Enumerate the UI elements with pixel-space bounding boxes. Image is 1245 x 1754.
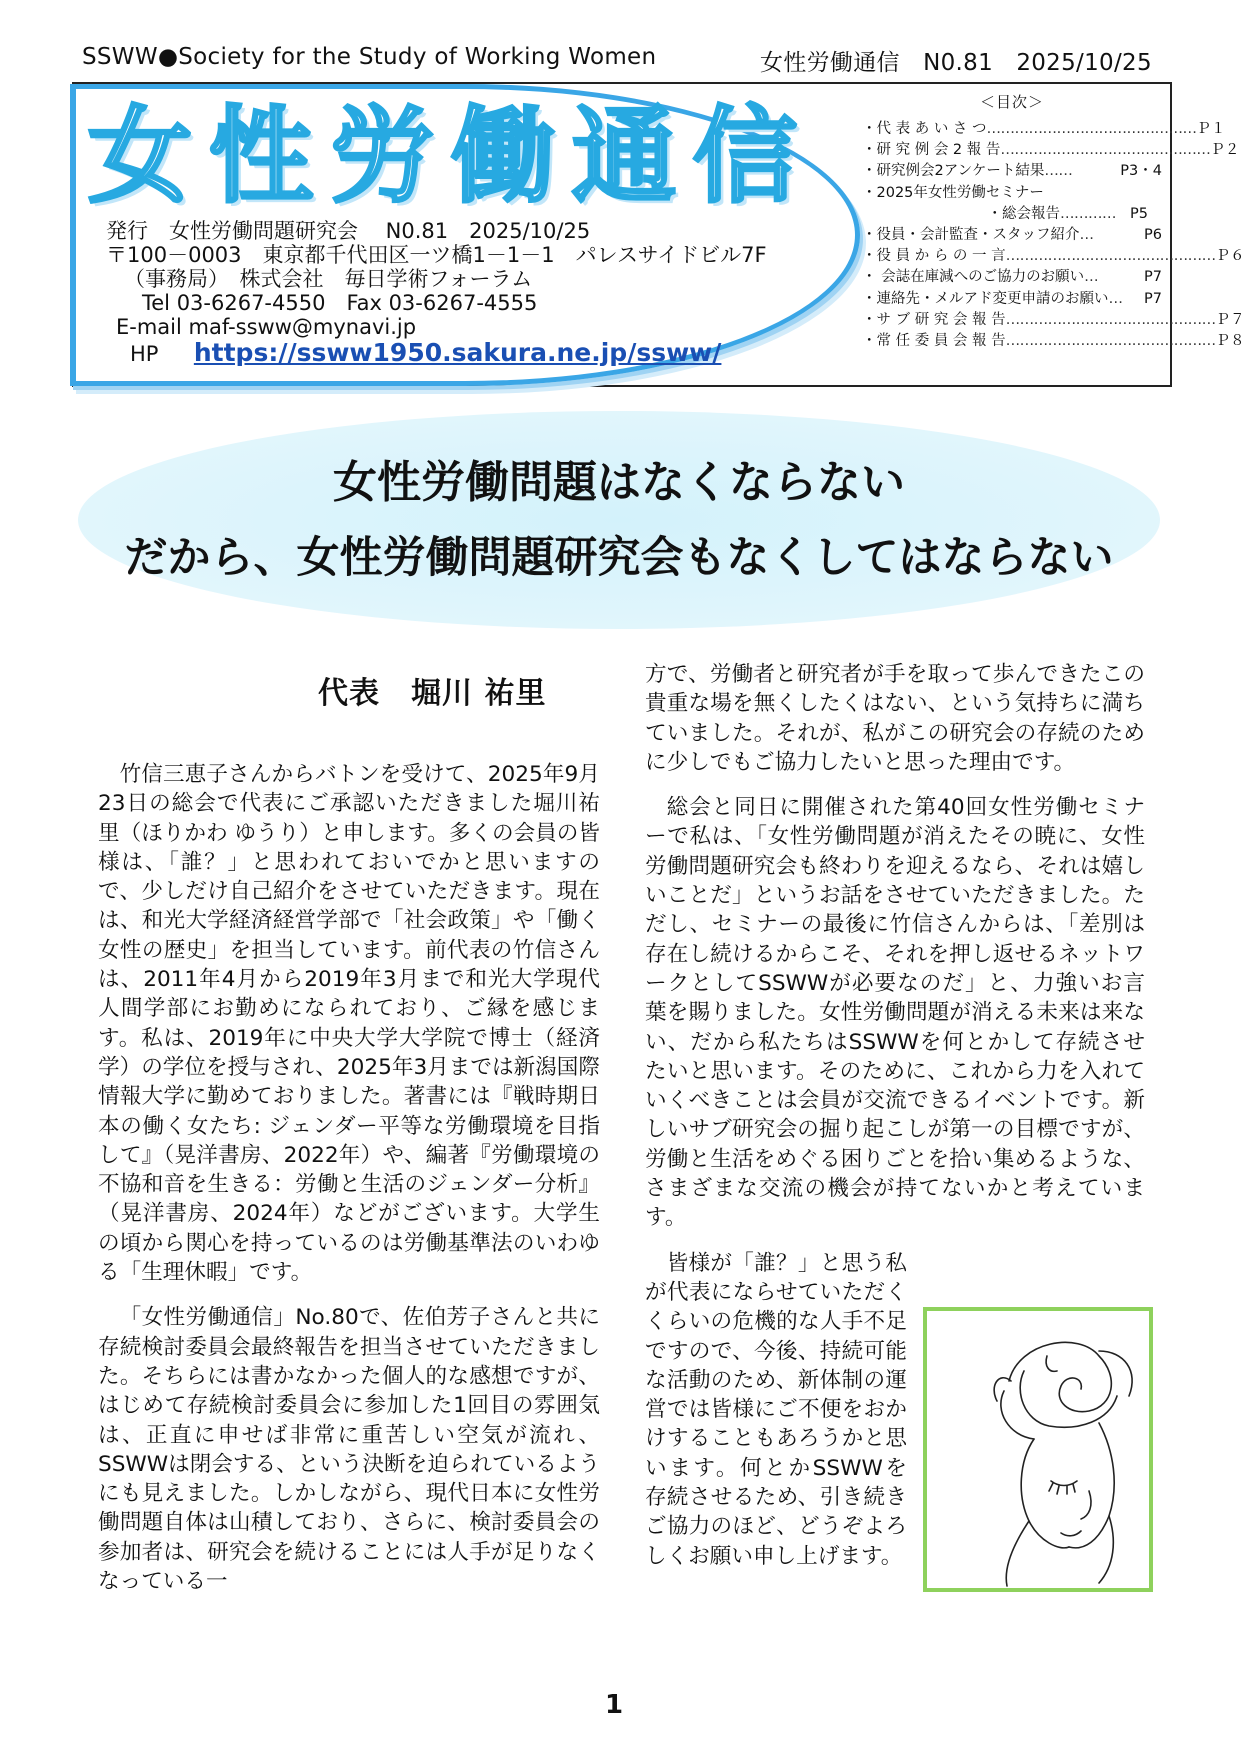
toc-title: ＜目次＞ <box>979 93 1044 111</box>
publisher-line: 発行 女性労働問題研究会 N0.81 2025/10/25 <box>106 219 591 243</box>
headline-line-1: 女性労働問題はなくならない <box>333 457 905 508</box>
article-column-left <box>98 760 600 1596</box>
article-author: 代表 堀川 祐里 <box>318 676 547 711</box>
article-paragraph: 竹信三恵子さんからバトンを受けて、2025年9月23日の総会で代表にご承認いただきました堀川祐里（ほりかわ ゆうり）と申します。多くの会員の皆様は、「誰？」と思われておいでかと思いますので、少しだけ自己紹介をさせていただきます。現在は、和光大学経済経営学部で「社会政策」や「働く女性の歴史」を担当しています。前代表の竹信さんは、2011年4月から2019年3月まで和光大学現代人間学部にお勤めになられており、ご縁を感じます。私は、2019年に中央大学大学院で博士（経済学）の学位を授与され、2025年3月までは新潟国際情報大学に勤めておりました。著書には『戦時期日本の働く女たち: ジェンダー平等な労働環境を目指して』（晃洋書房、2022年）や、編著『労働環境の不協和音を生きる：労働と生活のジェンダー分析』（晃洋書房、2024年）などがございます。大学生の頃から関心を持っているのは労働基準法のいわゆる「生理休暇」です。 <box>98 762 600 1286</box>
toc-item[interactable]: ・総会報告 ………… P5 <box>987 205 1148 222</box>
toc-item[interactable]: ・サ ブ 研 究 会 報 告 ……………………………………… Ｐ７ <box>862 311 1245 328</box>
table-of-contents <box>862 92 1245 352</box>
article-paragraph: 「女性労働通信」No.80で、佐伯芳子さんと共に存続検討委員会最終報告を担当させていただきました。そちらには書かなかった個人的な感想ですが、はじめて存続検討委員会に参加した1回目の雰囲気は、正直に申せば非常に重苦しい空気が流れ、SSWWは閉会する、という決断を迫られているようにも見えました。しかしながら、現代日本に女性労働問題自体は山積しており、さらに、検討委員会の参加者は、研究会を続けることには人手が足りなくなっている一 <box>98 1305 600 1595</box>
address-line: 〒100－0003 東京都千代田区一ツ橋1－1－1 パレスサイドビル7F <box>106 243 767 267</box>
newsletter-title: 女性労働通信 <box>88 95 815 217</box>
rose-woman-line-art-icon <box>949 1311 1171 1588</box>
issue-line: 女性労働通信 N0.81 2025/10/25 <box>760 50 1152 76</box>
toc-item[interactable]: ・研究例会2アンケート結果 …… P3・4 <box>862 163 1162 180</box>
homepage-link[interactable]: https://ssww1950.sakura.ne.jp/ssww/ <box>193 338 722 367</box>
article-paragraph-text: 皆様が「誰？」と思う私が代表にならせていただくくらいの危機的な人手不足ですので、今後、持続可能な活動のため、新体制の運営では皆様にご不便をおかけすることもあろうかと思います。何とかSSWWを存続させるため、引き続きご協力のほど、どうぞよろしくお願い申し上げます。 <box>645 1250 907 1569</box>
toc-item[interactable]: ・連絡先・メルアド変更申請のお願い … P7 <box>862 290 1162 307</box>
article-paragraph: 方で、労働者と研究者が手を取って歩んできたこの貴重な場を無くしたくはない、という気持ちに満ちていました。それが、私がこの研究会の存続のために少しでもご協力したいと思った理由です。 <box>645 662 1145 775</box>
toc-item[interactable]: ・2025年女性労働セミナー <box>862 184 1044 201</box>
article-paragraph: 総会と同日に開催された第40回女性労働セミナーで私は、「女性労働問題が消えたその暁に、女性労働問題研究会も終わりを迎えるなら、それは嬉しいことだ」というお話をさせていただきました。ただし、セミナーの最後に竹信さんからは、「差別は存在し続けるからこそ、それを押し返せるネットワークとしてSSWWが必要なのだ」と、力強いお言葉を賜りました。女性労働問題が消える未来は来ない、だから私たちはSSWWを何とかして存続させたいと思います。そのために、これから力を入れていくべきことは会員が交流できるイベントです。新しいサブ研究会の掘り起こしが第一の目標ですが、労働と生活をめぐる困りごとを拾い集めるような、さまざまな交流の機会が持てないかと考えています。 <box>645 795 1145 1231</box>
toc-item[interactable]: ・常 任 委 員 会 報 告 ……………………………………… Ｐ８ <box>862 332 1245 349</box>
office-line: （事務局） 株式会社 毎日学術フォーラム <box>124 267 533 291</box>
toc-item[interactable]: ・役 員 か ら の 一 言 ……………………………………… Ｐ６ <box>862 248 1245 265</box>
headline-line-2: だから、女性労働問題研究会もなくしてはならない <box>124 533 1114 583</box>
email-line: E-mail maf-ssww@mynavi.jp <box>116 315 417 339</box>
toc-item[interactable]: ・ 会誌在庫減へのご協力のお願い … P7 <box>862 269 1162 286</box>
article-paragraph <box>645 1249 1145 1571</box>
toc-item[interactable]: ・研 究 例 会 2 報 告 ……………………………………… Ｐ２ <box>862 142 1240 159</box>
org-line: SSWW●Society for the Study of Working Women <box>82 44 657 70</box>
headline-banner <box>78 411 1160 629</box>
toc-item[interactable]: ・代 表 あ い さ つ ……………………………………… Ｐ１ <box>862 121 1226 137</box>
line-art-illustration <box>923 1307 1153 1592</box>
hp-label: HP <box>130 342 159 366</box>
toc-item[interactable]: ・役員・会計監査・スタッフ紹介 … P6 <box>862 226 1162 243</box>
page-number: 1 <box>605 1690 624 1720</box>
phone-fax-line: Tel 03-6267-4550 Fax 03-6267-4555 <box>142 291 538 315</box>
article-column-right <box>645 660 1145 1592</box>
publisher-info <box>106 219 767 365</box>
